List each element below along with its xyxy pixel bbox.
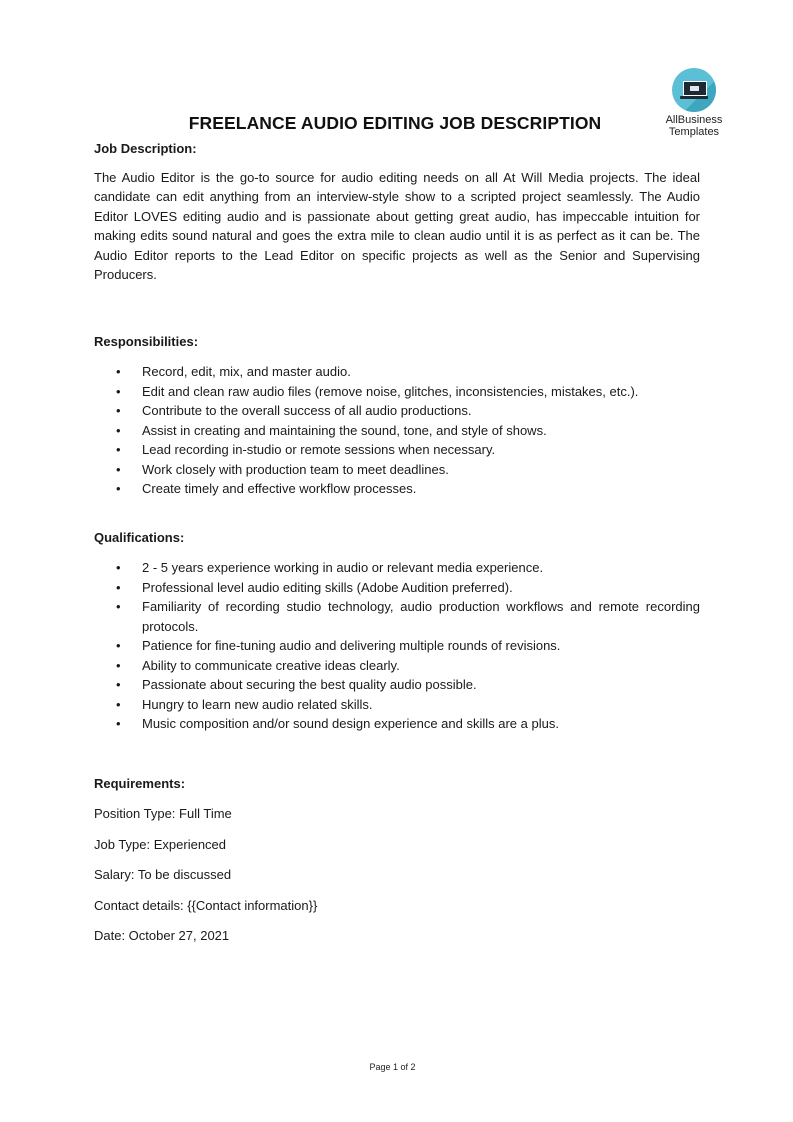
list-item: • Record, edit, mix, and master audio. <box>94 362 700 382</box>
list-item: • Lead recording in-studio or remote sessions when necessary. <box>94 440 700 460</box>
laptop-icon <box>672 68 716 112</box>
qualifications-heading: Qualifications: <box>94 529 185 545</box>
list-item: • Edit and clean raw audio files (remove noise, glitches, inconsistencies, mistakes, etc.). <box>94 382 700 402</box>
logo-line-1: AllBusiness <box>665 114 723 126</box>
salary: Salary: To be discussed <box>94 867 232 882</box>
list-item: • 2 - 5 years experience working in audio or relevant media experience. <box>94 558 700 578</box>
requirements-heading: Requirements: <box>94 775 186 791</box>
responsibilities-list <box>94 362 700 499</box>
contact-details: Contact details: {{Contact information}} <box>94 897 318 913</box>
document-title: FREELANCE AUDIO EDITING JOB DESCRIPTION <box>188 113 602 133</box>
list-item: • Assist in creating and maintaining the sound, tone, and style of shows. <box>94 421 700 441</box>
list-item: • Create timely and effective workflow processes. <box>94 479 700 499</box>
list-item: • Hungry to learn new audio related skills. <box>94 695 700 715</box>
list-item: • Work closely with production team to meet deadlines. <box>94 460 700 480</box>
list-item: • Passionate about securing the best quality audio possible. <box>94 675 700 695</box>
list-item: • Familiarity of recording studio technology, audio production workflows and remote recording protocols. <box>94 597 700 636</box>
list-item: • Patience for fine-tuning audio and delivering multiple rounds of revisions. <box>94 636 700 656</box>
document-body <box>94 139 700 946</box>
job-description-heading: Job Description: <box>94 141 197 156</box>
page-number: Page 1 of 2 <box>369 1062 416 1072</box>
position-type: Position Type: Full Time <box>94 806 232 821</box>
qualifications-list <box>94 558 700 734</box>
job-type: Job Type: Experienced <box>94 836 227 852</box>
list-item: • Professional level audio editing skills (Adobe Audition preferred). <box>94 578 700 598</box>
list-item: • Ability to communicate creative ideas clearly. <box>94 656 700 676</box>
logo-line-2: Templates <box>668 126 720 138</box>
responsibilities-heading: Responsibilities: <box>94 333 199 349</box>
list-item: • Music composition and/or sound design experience and skills are a plus. <box>94 714 700 734</box>
document-date: Date: October 27, 2021 <box>94 928 230 943</box>
job-description-text: The Audio Editor is the go-to source for audio editing needs on all At Will Media projects. The ideal candidate can edit anything from an interview-style show to a scripted project seamlessly. The Audio Editor LOVES editing audio and is passionate about getting great audio, has impeccable intuition for making edits sound natural and goes the extra mile to clean audio until it is as perfect as it can be. The Audio Editor reports to the Lead Editor on specific projects as well as the Senior and Supervising Producers. <box>94 169 700 282</box>
list-item: • Contribute to the overall success of all audio productions. <box>94 401 700 421</box>
